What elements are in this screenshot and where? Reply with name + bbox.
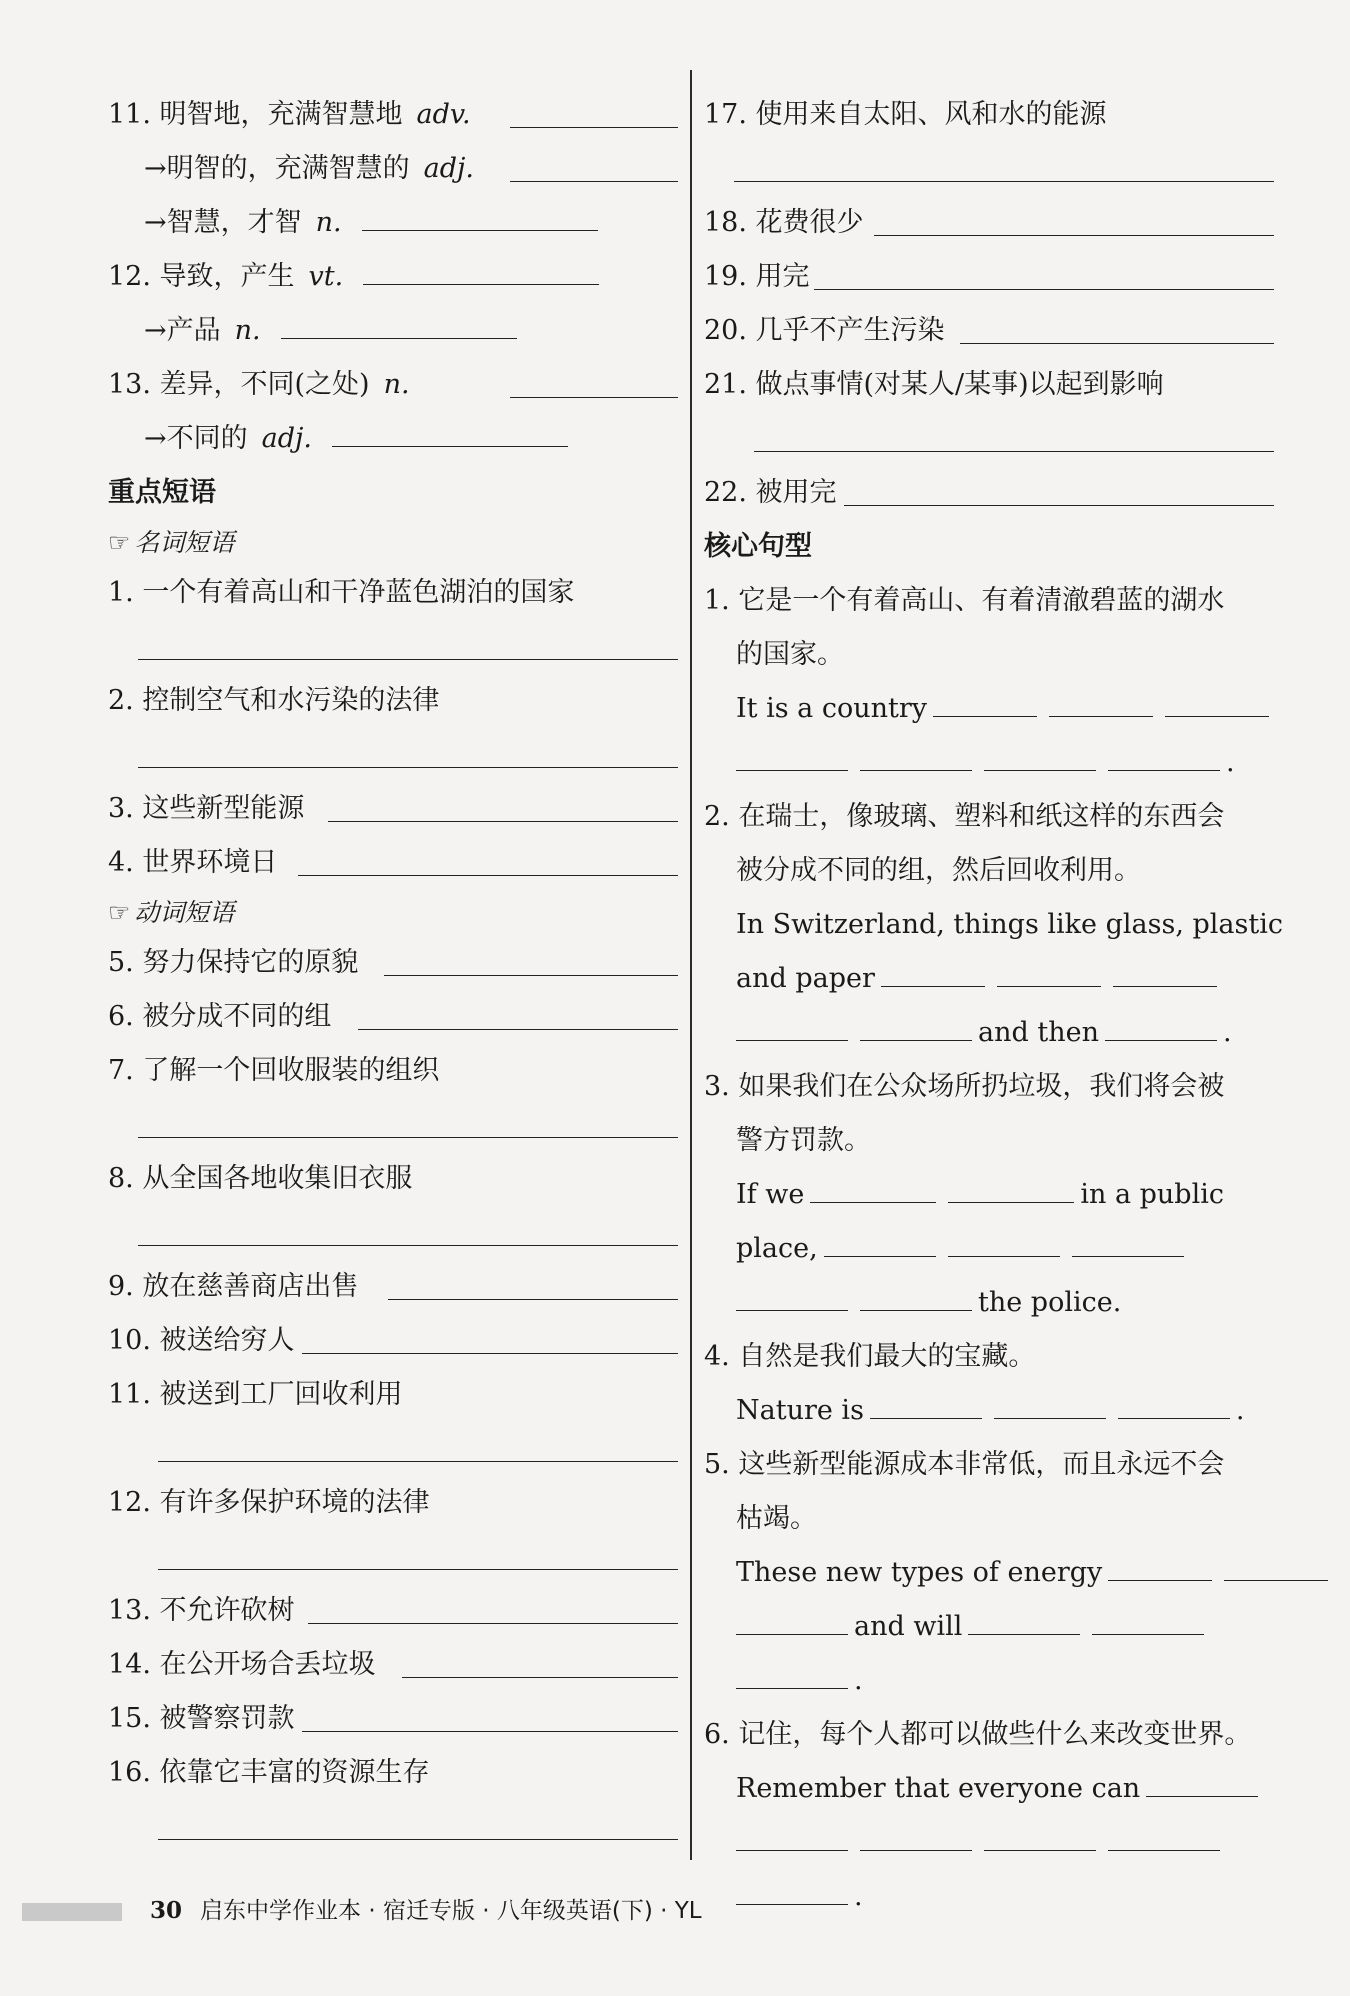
answer-blank[interactable]: [388, 1299, 678, 1300]
answer-blank[interactable]: [881, 956, 985, 987]
phrase-21-line: [704, 412, 1274, 466]
answer-blank[interactable]: [860, 740, 972, 771]
footer-bar: [22, 1903, 122, 1921]
phrase-7-line: [108, 1098, 678, 1152]
word-13: [108, 358, 678, 412]
sentence-text: Nature is: [736, 1395, 864, 1426]
answer-blank[interactable]: [844, 505, 1274, 506]
column-divider: [690, 70, 692, 1860]
answer-blank[interactable]: [302, 1731, 678, 1732]
answer-blank[interactable]: [1146, 1766, 1258, 1797]
phrase-6: [108, 990, 678, 1044]
phrase-text: 13. 不允许砍树: [108, 1595, 295, 1626]
answer-blank[interactable]: [968, 1604, 1080, 1635]
phrase-12-line: [108, 1530, 678, 1584]
answer-blank[interactable]: [328, 821, 678, 822]
word-11b-text: →智慧，才智: [144, 207, 302, 238]
phrase-9: [108, 1260, 678, 1314]
word-13-text: 13. 差异，不同(之处): [108, 369, 370, 400]
answer-blank[interactable]: [138, 659, 678, 660]
word-12-text: 12. 导致，产生: [108, 261, 295, 292]
phrase-text: 11. 被送到工厂回收利用: [108, 1379, 403, 1410]
pos-label: vt.: [308, 261, 344, 292]
page-footer: [22, 1892, 702, 1925]
book-title: 启东中学作业本 · 宿迁专版 · 八年级英语(下) · YL: [200, 1898, 702, 1924]
answer-blank[interactable]: [1118, 1388, 1230, 1419]
pointing-hand-icon: ☞: [108, 898, 131, 927]
sentence-1-en: [704, 682, 1274, 736]
answer-blank[interactable]: [281, 308, 517, 339]
phrase-2: [108, 674, 678, 728]
sentence-1-cn: [704, 574, 1274, 628]
phrase-19: [704, 250, 1274, 304]
pointing-hand-icon: ☞: [108, 528, 131, 557]
sentence-5-cn: [704, 1438, 1274, 1492]
subhead-verb-phrases: [108, 890, 678, 936]
sentence-1-en-cont: .: [704, 736, 1274, 790]
sentence-text: These new types of energy: [736, 1557, 1103, 1588]
phrase-text: 22. 被用完: [704, 477, 837, 508]
sentence-text: the police.: [978, 1287, 1122, 1318]
sentence-text: and paper: [736, 963, 875, 994]
section-heading-phrases: 重点短语: [108, 477, 216, 508]
word-11: [108, 88, 678, 142]
sentence-5-en: [704, 1546, 1274, 1600]
answer-blank[interactable]: [960, 343, 1274, 344]
pos-label: n.: [234, 315, 261, 346]
answer-blank[interactable]: [1072, 1226, 1184, 1257]
phrase-text: 18. 花费很少: [704, 207, 864, 238]
sentence-2-cn-cont: [704, 844, 1274, 898]
pos-label: n.: [383, 369, 410, 400]
answer-blank[interactable]: [308, 1623, 678, 1624]
phrase-8: [108, 1152, 678, 1206]
phrase-3: [108, 782, 678, 836]
answer-blank[interactable]: [810, 1172, 936, 1203]
answer-blank[interactable]: [1108, 1550, 1212, 1581]
phrase-text: 3. 这些新型能源: [108, 793, 305, 824]
word-13a: [108, 412, 678, 466]
answer-blank[interactable]: [997, 956, 1101, 987]
answer-blank[interactable]: [1224, 1550, 1328, 1581]
phrase-14: [108, 1638, 678, 1692]
right-column: [704, 88, 1283, 1924]
answer-blank[interactable]: [298, 875, 678, 876]
phrase-12: [108, 1476, 678, 1530]
answer-blank[interactable]: [1113, 956, 1217, 987]
phrase-8-line: [108, 1206, 678, 1260]
left-column: [108, 88, 678, 1854]
sentence-text: 枯竭。: [736, 1503, 817, 1534]
sentence-3-en-cont2: [704, 1276, 1274, 1330]
phrase-17: [704, 88, 1274, 142]
sentence-6-en-cont2: .: [704, 1870, 1274, 1924]
sentence-text: 3. 如果我们在公众场所扔垃圾，我们将会被: [704, 1071, 1225, 1102]
answer-blank[interactable]: [736, 1820, 848, 1851]
answer-blank[interactable]: [860, 1820, 972, 1851]
answer-blank[interactable]: [402, 1677, 678, 1678]
sentence-1-cn-cont: [704, 628, 1274, 682]
answer-blank[interactable]: [138, 1137, 678, 1138]
phrase-text: 17. 使用来自太阳、风和水的能源: [704, 99, 1107, 130]
answer-blank[interactable]: [860, 1280, 972, 1311]
sentence-2-en-cont: [704, 952, 1274, 1006]
word-13a-text: →不同的: [144, 423, 248, 454]
sentence-3-en: [704, 1168, 1274, 1222]
phrase-text: 2. 控制空气和水污染的法律: [108, 685, 440, 716]
answer-blank[interactable]: [1105, 1010, 1217, 1041]
phrase-1-line: [108, 620, 678, 674]
phrase-16: [108, 1746, 678, 1800]
pos-label: adj.: [423, 153, 474, 184]
phrase-15: [108, 1692, 678, 1746]
pos-label: adv.: [416, 99, 471, 130]
sentence-text: and then: [978, 1017, 1099, 1048]
sentence-6-en-cont: [704, 1816, 1274, 1870]
word-12a-text: →产品: [144, 315, 221, 346]
answer-blank[interactable]: [1108, 1820, 1220, 1851]
phrase-text: 9. 放在慈善商店出售: [108, 1271, 359, 1302]
answer-blank[interactable]: [362, 200, 598, 231]
page-number: 30: [150, 1897, 183, 1924]
phrase-text: 6. 被分成不同的组: [108, 1001, 332, 1032]
answer-blank[interactable]: [1108, 740, 1220, 771]
sentence-text: 4. 自然是我们最大的宝藏。: [704, 1341, 1036, 1372]
sentence-text: in a public: [1080, 1179, 1224, 1210]
sentence-2-en-cont2: and then .: [704, 1006, 1274, 1060]
sentence-3-en-cont: [704, 1222, 1274, 1276]
answer-blank[interactable]: [384, 975, 678, 976]
subhead-text: 动词短语: [134, 898, 235, 927]
answer-blank[interactable]: [736, 1010, 848, 1041]
answer-blank[interactable]: [510, 127, 678, 128]
answer-blank[interactable]: [870, 1388, 982, 1419]
phrase-text: 4. 世界环境日: [108, 847, 278, 878]
sentence-5-en-cont2: .: [704, 1654, 1274, 1708]
phrase-22: [704, 466, 1274, 520]
answer-blank[interactable]: [874, 235, 1274, 236]
sentence-text: 6. 记住，每个人都可以做些什么来改变世界。: [704, 1719, 1252, 1750]
answer-blank[interactable]: [814, 289, 1274, 290]
sentence-2-en: [704, 898, 1283, 952]
answer-blank[interactable]: [510, 181, 678, 182]
answer-blank[interactable]: [1092, 1604, 1204, 1635]
sentence-4-en: Nature is .: [704, 1384, 1274, 1438]
sentence-6-cn: [704, 1708, 1274, 1762]
phrase-13: [108, 1584, 678, 1638]
word-12a: [108, 304, 678, 358]
answer-blank[interactable]: [138, 767, 678, 768]
answer-blank[interactable]: [734, 181, 1274, 182]
pos-label: adj.: [261, 423, 312, 454]
answer-blank[interactable]: [332, 416, 568, 447]
sentence-text: Remember that everyone can: [736, 1773, 1141, 1804]
phrase-11-line: [108, 1422, 678, 1476]
answer-blank[interactable]: [860, 1010, 972, 1041]
phrase-21: [704, 358, 1274, 412]
phrase-1: [108, 566, 678, 620]
answer-blank[interactable]: [824, 1226, 936, 1257]
phrase-text: 1. 一个有着高山和干净蓝色湖泊的国家: [108, 577, 575, 608]
answer-blank[interactable]: [158, 1569, 678, 1570]
sentence-3-cn-cont: [704, 1114, 1274, 1168]
answer-blank[interactable]: [510, 397, 678, 398]
phrase-17-line: [704, 142, 1274, 196]
answer-blank[interactable]: [994, 1388, 1106, 1419]
phrase-text: 21. 做点事情(对某人/某事)以起到影响: [704, 369, 1164, 400]
answer-blank[interactable]: [158, 1839, 678, 1840]
sentence-text: 警方罚款。: [736, 1125, 871, 1156]
sentence-5-en-cont: [704, 1600, 1274, 1654]
answer-blank[interactable]: [358, 1029, 678, 1030]
answer-blank[interactable]: [736, 1874, 848, 1905]
phrase-20: [704, 304, 1274, 358]
answer-blank[interactable]: [158, 1461, 678, 1462]
phrase-text: 7. 了解一个回收服装的组织: [108, 1055, 440, 1086]
phrase-2-line: [108, 728, 678, 782]
subhead-text: 名词短语: [134, 528, 235, 557]
answer-blank[interactable]: [984, 740, 1096, 771]
phrase-text: 19. 用完: [704, 261, 810, 292]
sentence-text: place,: [736, 1233, 818, 1264]
phrase-7: [108, 1044, 678, 1098]
sentence-4-cn: [704, 1330, 1274, 1384]
sentence-text: 被分成不同的组，然后回收利用。: [736, 855, 1141, 886]
answer-blank[interactable]: [984, 1820, 1096, 1851]
answer-blank[interactable]: [736, 1658, 848, 1689]
sentence-6-en: [704, 1762, 1274, 1816]
sentence-text: It is a country: [736, 693, 928, 724]
phrase-4: [108, 836, 678, 890]
answer-blank[interactable]: [1049, 686, 1153, 717]
answer-blank[interactable]: [948, 1172, 1074, 1203]
sentence-text: 的国家。: [736, 639, 844, 670]
word-12: [108, 250, 678, 304]
phrase-5: [108, 936, 678, 990]
phrase-10: [108, 1314, 678, 1368]
word-11a: [108, 142, 678, 196]
answer-blank[interactable]: [363, 254, 599, 285]
phrase-text: 8. 从全国各地收集旧衣服: [108, 1163, 413, 1194]
phrase-text: 14. 在公开场合丢垃圾: [108, 1649, 376, 1680]
answer-blank[interactable]: [1165, 686, 1269, 717]
phrase-text: 16. 依靠它丰富的资源生存: [108, 1757, 430, 1788]
pos-label: n.: [315, 207, 342, 238]
phrase-text: 10. 被送给穷人: [108, 1325, 295, 1356]
section-heading-sentences: 核心句型: [704, 531, 812, 562]
phrase-18: [704, 196, 1274, 250]
sentence-2-cn: [704, 790, 1274, 844]
word-11a-text: →明智的，充满智慧的: [144, 153, 410, 184]
sentence-3-cn: [704, 1060, 1274, 1114]
word-11-text: 11. 明智地，充满智慧地: [108, 99, 403, 130]
answer-blank[interactable]: [933, 686, 1037, 717]
subhead-noun-phrases: [108, 520, 678, 566]
phrase-16-line: [108, 1800, 678, 1854]
word-11b: [108, 196, 678, 250]
answer-blank[interactable]: [138, 1245, 678, 1246]
sentence-text: If we: [736, 1179, 805, 1210]
answer-blank[interactable]: [736, 740, 848, 771]
sentence-text: 1. 它是一个有着高山、有着清澈碧蓝的湖水: [704, 585, 1225, 616]
phrase-text: 20. 几乎不产生污染: [704, 315, 945, 346]
sentence-5-cn-cont: [704, 1492, 1274, 1546]
phrase-11: [108, 1368, 678, 1422]
sentence-text: 2. 在瑞士，像玻璃、塑料和纸这样的东西会: [704, 801, 1225, 832]
sentence-text: In Switzerland, things like glass, plastic: [736, 909, 1283, 940]
answer-blank[interactable]: [948, 1226, 1060, 1257]
answer-blank[interactable]: [736, 1604, 848, 1635]
phrase-text: 12. 有许多保护环境的法律: [108, 1487, 430, 1518]
answer-blank[interactable]: [754, 451, 1274, 452]
sentence-text: 5. 这些新型能源成本非常低，而且永远不会: [704, 1449, 1225, 1480]
sentence-text: and will: [854, 1611, 963, 1642]
answer-blank[interactable]: [736, 1280, 848, 1311]
phrase-text: 15. 被警察罚款: [108, 1703, 295, 1734]
phrase-text: 5. 努力保持它的原貌: [108, 947, 359, 978]
answer-blank[interactable]: [302, 1353, 678, 1354]
